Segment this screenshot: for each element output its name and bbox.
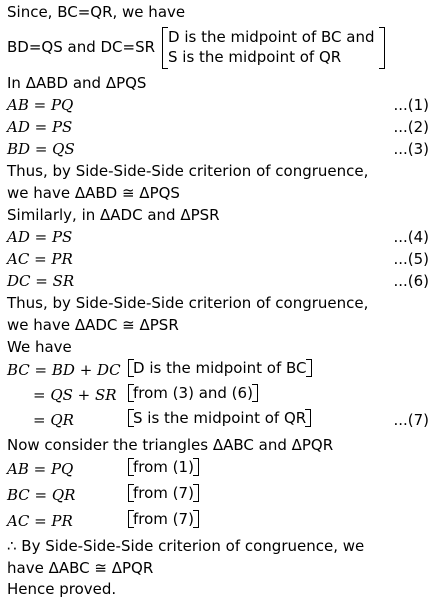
equation-ref-4: ...(4) bbox=[393, 228, 429, 246]
proof-eq-ac-pr: AC = PR bbox=[7, 512, 73, 530]
proof-line-25: have ΔABC ≅ ΔPQR bbox=[7, 559, 154, 577]
equation-ref-2: ...(2) bbox=[393, 118, 429, 136]
proof-line-4: In ΔABD and ΔPQS bbox=[7, 74, 147, 92]
proof-eq-ab-pq: AB = PQ bbox=[7, 460, 74, 478]
bracket-note-23 bbox=[128, 510, 199, 528]
proof-line-24: ∴ By Side-Side-Side criterion of congruence, we bbox=[7, 537, 365, 555]
proof-eq-qs-sr: = QS + SR bbox=[33, 386, 117, 404]
proof-eq-qr: = QR bbox=[33, 411, 74, 429]
bracket-note-21-text: from (1) bbox=[133, 458, 194, 476]
bracket-note-18-text: from (3) and (6) bbox=[133, 384, 253, 402]
proof-eq-bc-qr: BC = QR bbox=[7, 486, 76, 504]
note-bracket-17 bbox=[128, 359, 312, 377]
bracket-note-22 bbox=[128, 484, 199, 502]
bracket-note-19-text: S is the midpoint of QR bbox=[133, 409, 307, 427]
equation-ref-5: ...(5) bbox=[393, 250, 429, 268]
proof-line-8: Thus, by Side-Side-Side criterion of congruence, bbox=[7, 162, 369, 180]
equation-ref-3: ...(3) bbox=[393, 140, 429, 158]
bracket-note-23-text: from (7) bbox=[133, 510, 194, 528]
proof-line-1: Since, BC=QR, we have bbox=[7, 3, 186, 21]
bracket-note-line-2: S is the midpoint of QR bbox=[168, 48, 342, 66]
bracket-note-19 bbox=[128, 409, 311, 427]
bracket-note-22-text: from (7) bbox=[133, 484, 194, 502]
proof-eq-6: DC = SR bbox=[7, 272, 75, 290]
proof-eq-4: AD = PS bbox=[7, 228, 73, 246]
proof-line-2: BD=QS and DC=SR bbox=[7, 38, 156, 56]
equation-ref-1: ...(1) bbox=[393, 96, 429, 114]
proof-line-14: Thus, by Side-Side-Side criterion of congruence, bbox=[7, 294, 369, 312]
proof-line-16: We have bbox=[7, 338, 72, 356]
note-bracket-18 bbox=[128, 384, 258, 402]
proof-eq-5: AC = PR bbox=[7, 250, 73, 268]
note-bracket-21 bbox=[128, 458, 199, 476]
midpoint-bracket-note bbox=[162, 27, 385, 69]
proof-eq-bc-sum: BC = BD + DC bbox=[7, 361, 121, 379]
proof-line-20: Now consider the triangles ΔABC and ΔPQR bbox=[7, 436, 334, 454]
proof-conclusion: Hence proved. bbox=[7, 580, 117, 598]
bracket-note-18 bbox=[128, 384, 258, 402]
bracket-note-21 bbox=[128, 458, 199, 476]
proof-line-15: we have ΔADC ≅ ΔPSR bbox=[7, 316, 179, 334]
proof-line-10: Similarly, in ΔADC and ΔPSR bbox=[7, 206, 220, 224]
equation-ref-7: ...(7) bbox=[393, 411, 429, 429]
proof-eq-1: AB = PQ bbox=[7, 96, 74, 114]
proof-eq-3: BD = QS bbox=[7, 140, 75, 158]
note-bracket-19 bbox=[128, 409, 311, 427]
bracket-note-line-1: D is the midpoint of BC and bbox=[168, 28, 375, 46]
equation-ref-6: ...(6) bbox=[393, 272, 429, 290]
bracket-note-17 bbox=[128, 359, 312, 377]
note-bracket-23 bbox=[128, 510, 199, 528]
note-bracket-22 bbox=[128, 484, 199, 502]
bracket-note-17-text: D is the midpoint of BC bbox=[133, 359, 307, 377]
proof-line-9: we have ΔABD ≅ ΔPQS bbox=[7, 184, 180, 202]
proof-eq-2: AD = PS bbox=[7, 118, 73, 136]
